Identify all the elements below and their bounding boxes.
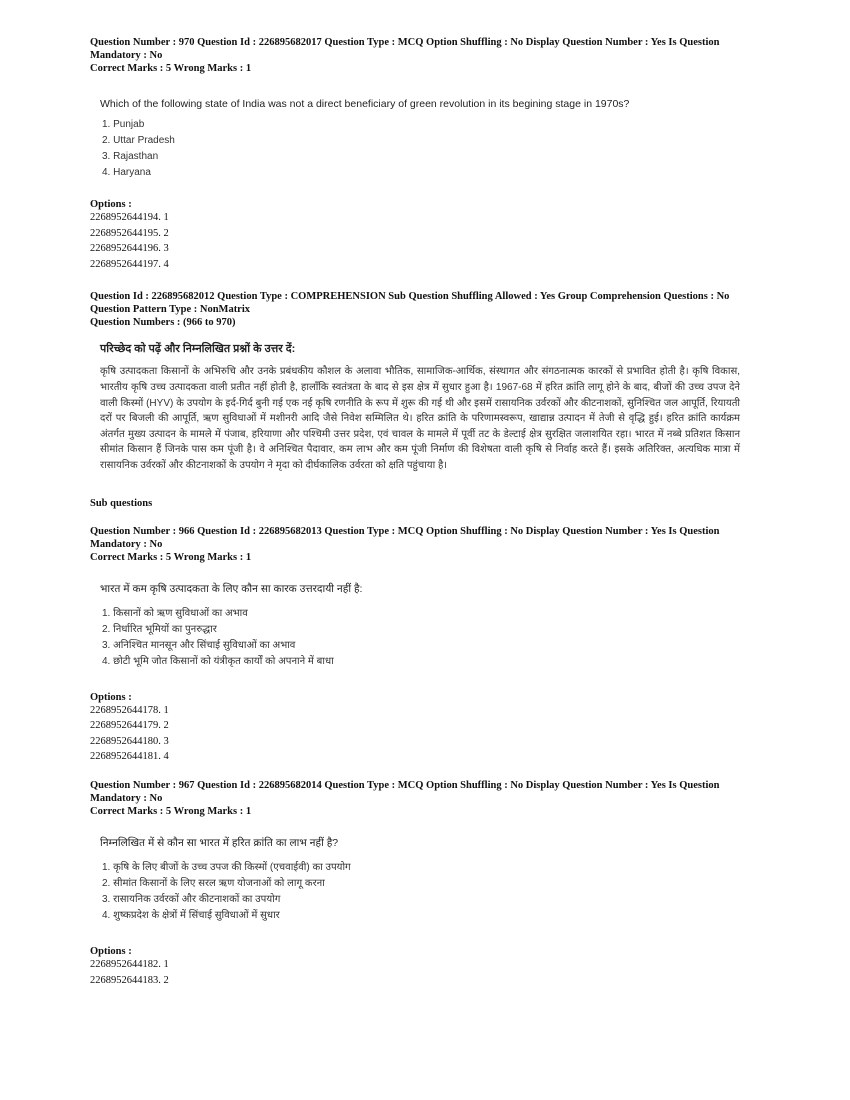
answer-choices [102,860,750,924]
answer-choice: 3. रासायनिक उर्वरकों और कीटनाशकों का उपयोग [102,893,281,905]
answer-choice: 2. सीमांत किसानों के लिए सरल ऋण योजनाओं को लागू करना [102,877,325,889]
option-id: 2268952644196. 3 [90,243,169,255]
answer-choice: 3. अनिश्चित मानसून और सिंचाई सुविधाओं का अभाव [102,639,296,651]
option-id: 2268952644182. 1 [90,958,169,970]
option-id: 2268952644194. 1 [90,212,169,223]
document-page [90,36,750,988]
question-header-mandatory: Mandatory : No [90,50,163,61]
options-label: Options : [90,691,132,703]
answer-choice: 4. छोटी भूमि जोत किसानों को यंत्रीकृत कार्यों को अपनाने में बाधा [102,655,334,667]
passage-title: परिच्छेद को पढ़ें और निम्नलिखित प्रश्नों के उत्तर दें: [100,343,296,356]
question-header-mandatory: Mandatory : No [90,792,163,804]
options-label: Options : [90,199,132,210]
question-marks: Correct Marks : 5 Wrong Marks : 1 [90,63,252,74]
sub-questions-label: Sub questions [90,497,153,509]
question-967-block [90,779,750,988]
comprehension-pattern: Question Pattern Type : NonMatrix [90,304,251,316]
question-970-block [90,36,750,272]
comprehension-question-numbers: Question Numbers : (966 to 970) [90,317,236,329]
answer-choice: 4. Haryana [102,167,151,178]
question-marks: Correct Marks : 5 Wrong Marks : 1 [90,551,252,563]
options-label: Options : [90,945,132,957]
option-id: 2268952644195. 2 [90,227,169,239]
answer-choice: 2. Uttar Pradesh [102,135,175,146]
option-id: 2268952644183. 2 [90,974,169,986]
answer-choice: 2. निर्धारित भूमियों का पुनरुद्धार [102,623,217,635]
option-id: 2268952644179. 2 [90,720,169,732]
answer-choice: 4. शुष्कप्रदेश के क्षेत्रों में सिंचाई सुविधाओं में सुधार [102,909,280,921]
question-header-mandatory: Mandatory : No [90,538,163,550]
comprehension-block [90,290,750,508]
answer-choice: 1. कृषि के लिए बीजों के उच्च उपज की किस्मों (एचवाईवी) का उपयोग [102,861,351,873]
option-id: 2268952644180. 3 [90,735,169,747]
question-966-block [90,525,750,765]
option-id: 2268952644178. 1 [90,704,169,716]
question-text: Which of the following state of India was not a direct beneficiary of green revolution in its begining stage in 1970s? [100,98,630,110]
answer-choice: 1. Punjab [102,119,145,130]
question-text: भारत में कम कृषि उत्पादकता के लिए कौन सा कारक उत्तरदायी नहीं है: [100,582,363,595]
answer-choices [102,606,750,670]
question-header: Question Number : 966 Question Id : 226895682013 Question Type : MCQ Option Shuffling : No Display Question Number : Yes Is Question [90,525,720,537]
question-header: Question Number : 970 Question Id : 226895682017 Question Type : MCQ Option Shuffling : No Display Question Number : Yes Is Question [90,37,720,48]
answer-choices [102,117,750,181]
question-text: निम्नलिखित में से कौन सा भारत में हरित क्रांति का लाभ नहीं है? [100,836,339,849]
question-header: Question Number : 967 Question Id : 226895682014 Question Type : MCQ Option Shuffling : No Display Question Number : Yes Is Question [90,779,720,791]
answer-choice: 3. Rajasthan [102,151,159,162]
option-id: 2268952644181. 4 [90,751,169,763]
option-id: 2268952644197. 4 [90,258,169,270]
passage-text: कृषि उत्पादकता किसानों के अभिरुचि और उनके प्रबंधकीय कौशल के अलावा भौतिक, सामाजिक-आर्थिक, संस्थागत और संगठनात्मक कारकों से प्रभावित होती है। कृषि विकास, भारतीय कृषि उच्च उत्पादकता वाली प्रतीत नहीं होती है, हालाँकि स्वतंत्रता के बाद से इस क्षेत्र में सुधार हुआ है। 1967-68 में हरित क्रांति लागू होने के बाद, बीजों की उच्च उपज देने वाली किस्मों (HYV) के उपयोग के इर्द-गिर्द बुनी गई एक नई कृषि रणनीति के रूप में शुरू की गई थी और इसमें रासायनिक उर्वरकों और कीटनाशकों, सुनिश्चित जल आपूर्ति, रियायती दरों पर बिजली की आपूर्ति, ऋण सुविधाओं में मशीनरी आदि जैसे निवेश सम्मिलित थे। हरित क्रांति के परिणामस्वरूप, खाद्यान्न उत्पादन में तेजी से वृद्धि हुई। हरित क्रांति कार्यक्रम अंतर्गत मुख्य उत्पादन के मामले में पंजाब, हरियाणा और पश्चिमी उत्तर प्रदेश, एवं चावल के मामले में पूर्वी तट के डेल्टाई क्षेत्र सुरक्षित जलाशयित रहा। भारत में नब्बे प्रतिशत किसान सीमांत किसान हैं जिनके पास कम पूंजी है। वे अनिश्चित पैदावार, कम लाभ और कम पूंजी निर्माण की विशेषता वाली कृषि से निर्वाह करते हैं। इसके अतिरिक्त, अत्यधिक मात्रा में रासायनिक उर्वरकों और कीटनाशकों के उपयोग ने मृदा को दीर्घकालिक उर्वरता को क्षति पहुंचाया है। [100,366,740,471]
comprehension-header: Question Id : 226895682012 Question Type : COMPREHENSION Sub Question Shuffling Allowed : Yes Group Comprehension Questions : No [90,291,730,303]
question-marks: Correct Marks : 5 Wrong Marks : 1 [90,805,252,817]
answer-choice: 1. किसानों को ऋण सुविधाओं का अभाव [102,607,248,619]
